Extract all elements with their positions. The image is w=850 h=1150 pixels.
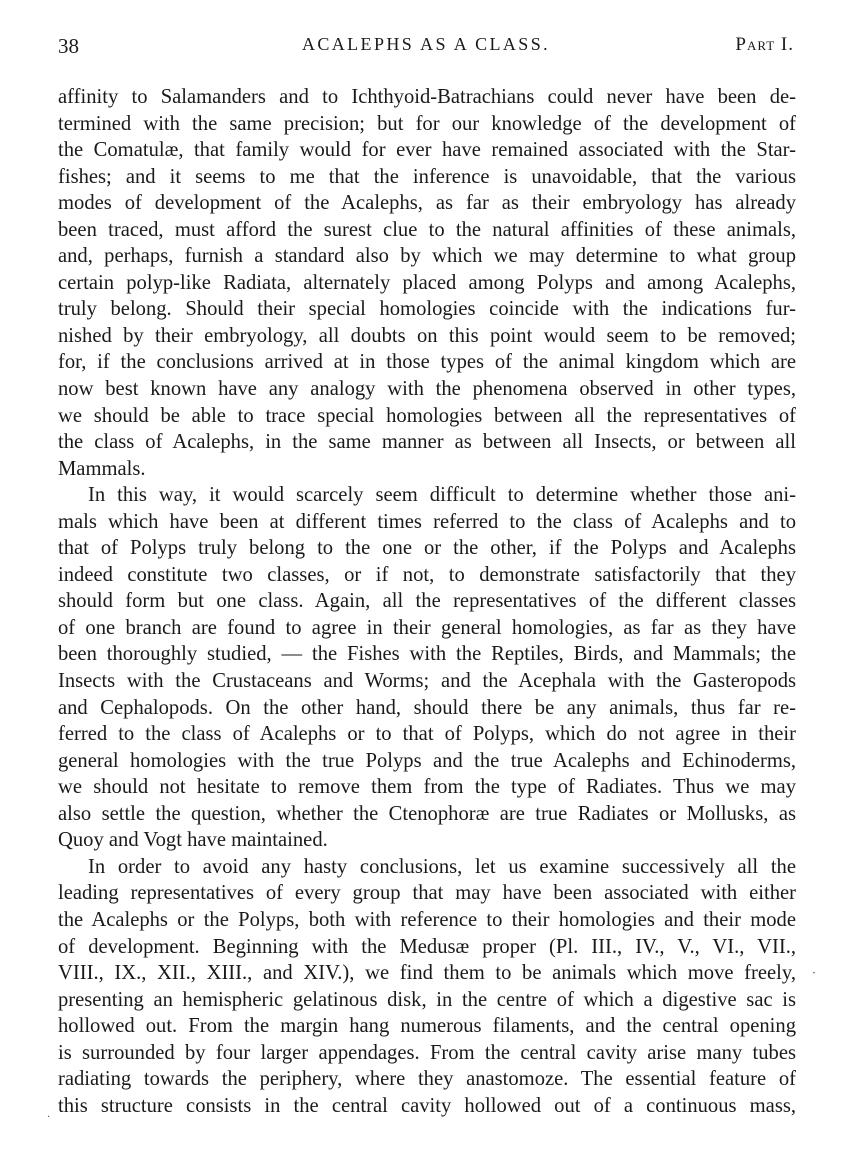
text-line: radiating towards the periphery, where they anastomoze. The essential feature of: [58, 1068, 796, 1091]
text-line: nished by their embryology, all doubts on this point would seem to be removed;: [58, 324, 796, 347]
text-line: the Comatulæ, that family would for ever have remained associated with the Star-: [58, 139, 796, 162]
text-line: In this way, it would scarcely seem difficult to determine whether those ani-: [88, 484, 796, 507]
text-line: of development. Beginning with the Medusæ proper (Pl. III., IV., V., VI., VII.,: [58, 935, 796, 958]
text-line: should form but one class. Again, all the representatives of the different classes: [58, 590, 796, 613]
text-line: truly belong. Should their special homologies coincide with the indications fur-: [58, 298, 796, 321]
text-line: modes of development of the Acalephs, as far as their embryology has already: [58, 192, 796, 215]
text-line: the Acalephs or the Polyps, both with reference to their homologies and their mode: [58, 908, 796, 931]
text-line: presenting an hemispheric gelatinous disk, in the centre of which a digestive sac is: [58, 988, 796, 1011]
text-line: leading representatives of every group that may have been associated with either: [58, 882, 796, 905]
print-speck: ·: [47, 1112, 51, 1123]
text-line: the class of Acalephs, in the same manner as between all Insects, or between all: [58, 431, 796, 454]
text-line: this structure consists in the central cavity hollowed out of a continuous mass,: [58, 1094, 796, 1117]
text-line: indeed constitute two classes, or if not, to demonstrate satisfactorily that they: [58, 563, 796, 586]
text-line: that of Polyps truly belong to the one or the other, if the Polyps and Acalephs: [58, 537, 796, 560]
text-line: mals which have been at different times referred to the class of Acalephs and to: [58, 510, 796, 533]
text-line: termined with the same precision; but for our knowledge of the development of: [58, 112, 796, 135]
text-line: Insects with the Crustaceans and Worms; and the Acephala with the Gasteropods: [58, 670, 796, 693]
text-line: and, perhaps, furnish a standard also by which we may determine to what group: [58, 245, 796, 268]
running-title: ACALEPHS AS A CLASS.: [301, 34, 551, 54]
text-line: for, if the conclusions arrived at in those types of the animal kingdom which are: [58, 351, 796, 374]
print-speck: ·: [812, 966, 816, 980]
paragraph-2: [58, 482, 796, 854]
part-label: Part I.: [735, 34, 794, 55]
text-line: we should be able to trace special homologies between all the representatives of: [58, 404, 796, 427]
text-line: ferred to the class of Acalephs or to that of Polyps, which do not agree in their: [58, 723, 796, 746]
text-line: VIII., IX., XII., XIII., and XIV.), we find them to be animals which move freely,: [58, 962, 796, 985]
text-line: Quoy and Vogt have maintained.: [58, 829, 328, 852]
text-line: general homologies with the true Polyps and the true Acalephs and Echinoderms,: [58, 749, 796, 772]
text-line: of one branch are found to agree in their general homologies, as far as they have: [58, 616, 796, 639]
text-line: is surrounded by four larger appendages. From the central cavity arise many tubes: [58, 1041, 796, 1064]
text-line: been thoroughly studied, — the Fishes with the Reptiles, Birds, and Mammals; the: [58, 643, 796, 666]
text-line: certain polyp-like Radiata, alternately placed among Polyps and among Acalephs,: [58, 271, 796, 294]
text-line: we should not hesitate to remove them from the type of Radiates. Thus we may: [58, 776, 796, 799]
text-line: and Cephalopods. On the other hand, should there be any animals, thus far re-: [58, 696, 796, 719]
paragraph-1: [58, 84, 796, 482]
paragraph-3: [58, 854, 796, 1119]
text-line: hollowed out. From the margin hang numerous filaments, and the central opening: [58, 1015, 796, 1038]
text-line: Mammals.: [58, 457, 146, 480]
text-line: now best known have any analogy with the phenomena observed in other types,: [58, 378, 796, 401]
text-line: affinity to Salamanders and to Ichthyoid-Batrachians could never have been de-: [58, 86, 796, 108]
text-line: also settle the question, whether the Ctenophoræ are true Radiates or Mollusks, as: [58, 802, 796, 825]
body-text: [58, 84, 796, 1119]
running-head: [58, 34, 794, 64]
text-line: fishes; and it seems to me that the inference is unavoidable, that the various: [58, 165, 796, 188]
text-line: been traced, must afford the surest clue to the natural affinities of these animals,: [58, 218, 796, 241]
text-line: In order to avoid any hasty conclusions, let us examine successively all the: [88, 855, 796, 878]
page-number: 38: [58, 34, 79, 58]
